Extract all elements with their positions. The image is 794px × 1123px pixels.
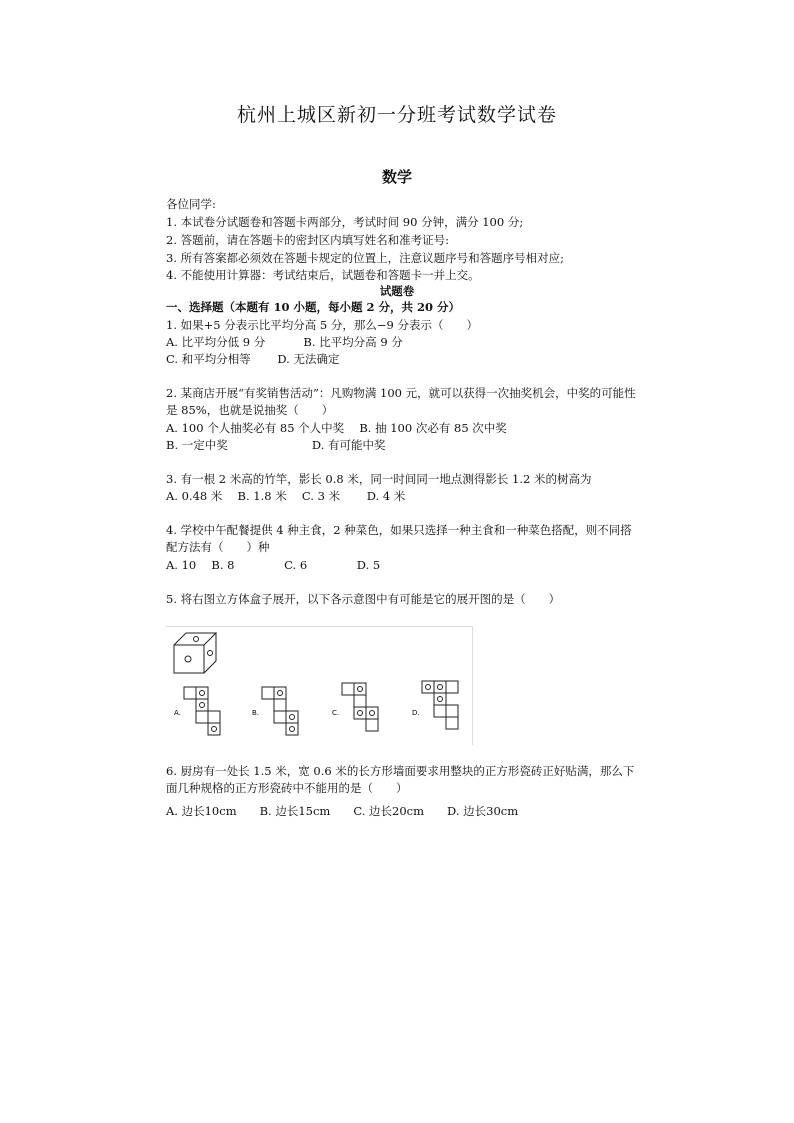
question-3-options: A. 0.48 米 B. 1.8 米 C. 3 米 D. 4 米 (166, 489, 406, 503)
question-1-options-ab: A. 比平均分低 9 分 B. 比平均分高 9 分 (166, 335, 403, 349)
document-title: 杭州上城区新初一分班考试数学试卷 (236, 104, 557, 126)
cube-net-diagram (166, 627, 472, 745)
net-option-b (262, 687, 298, 735)
question-1-options-cd: C. 和平均分相等 D. 无法确定 (166, 352, 340, 366)
net-option-d (422, 681, 458, 729)
question-2-stem-line-1: 2. 某商店开展“有奖销售活动”：凡购物满 100 元，就可以获得一次抽奖机会，中奖的可能性 (166, 386, 636, 400)
question-6-stem-line-1: 6. 厨房有一处长 1.5 米，宽 0.6 米的长方形墙面要求用整块的正方形瓷砖正好贴满，那么下 (166, 764, 635, 778)
part-one-heading: 一、选择题（本题有 10 小题，每小题 2 分，共 20 分） (166, 300, 461, 314)
question-1-stem: 1. 如果+5 分表示比平均分高 5 分，那么−9 分表示（ ） (166, 318, 478, 332)
instruction-1: 1. 本试卷分试题卷和答题卡两部分，考试时间 90 分钟，满分 100 分; (166, 215, 524, 229)
cube-drawing (174, 633, 216, 673)
question-3-stem: 3. 有一根 2 米高的竹竿，影长 0.8 米，同一时间同一地点测得影长 1.2 米的树高为 (166, 472, 592, 486)
question-6-options: A. 边长10cm B. 边长15cm C. 边长20cm D. 边长30cm (166, 804, 519, 818)
figure-label-c: C. (332, 709, 340, 717)
question-4-options: A. 10 B. 8 C. 6 D. 5 (166, 558, 381, 572)
net-option-a (184, 687, 220, 735)
question-5-stem: 5. 将右图立方体盒子展开，以下各示意图中有可能是它的展开图的是（ ） (166, 592, 561, 606)
instruction-3: 3. 所有答案都必须效在答题卡规定的位置上，注意议题序号和答题序号相对应; (166, 251, 564, 265)
question-2-options-ab: A. 100 个人抽奖必有 85 个人中奖 B. 抽 100 次必有 85 次中奖 (166, 421, 507, 435)
figure-label-b: B. (252, 709, 260, 717)
greeting: 各位同学: (166, 197, 216, 211)
question-2-stem-line-2: 是 85%，也就是说抽奖（ ） (166, 403, 334, 417)
instruction-2: 2. 答题前，请在答题卡的密封区内填写姓名和准考证号: (166, 233, 449, 247)
question-4-stem-line-1: 4. 学校中午配餐提供 4 种主食，2 种菜色，如果只选择一种主食和一种菜色搭配，则不同搭 (166, 523, 632, 537)
cube-net-figure (166, 626, 473, 745)
question-4-stem-line-2: 配方法有（ ）种 (166, 540, 270, 554)
section-label: 试题卷 (379, 284, 415, 298)
instruction-4: 4. 不能使用计算器：考试结束后，试题卷和答题卡一并上交。 (166, 268, 480, 282)
subject-heading: 数学 (381, 168, 412, 186)
question-2-options-cd: B. 一定中奖 D. 有可能中奖 (166, 438, 386, 452)
question-6-stem-line-2: 面几种规格的正方形瓷砖中不能用的是（ ） (166, 781, 408, 795)
figure-label-a: A. (174, 709, 181, 717)
figure-label-d: D. (412, 709, 420, 717)
net-option-c (342, 683, 378, 731)
